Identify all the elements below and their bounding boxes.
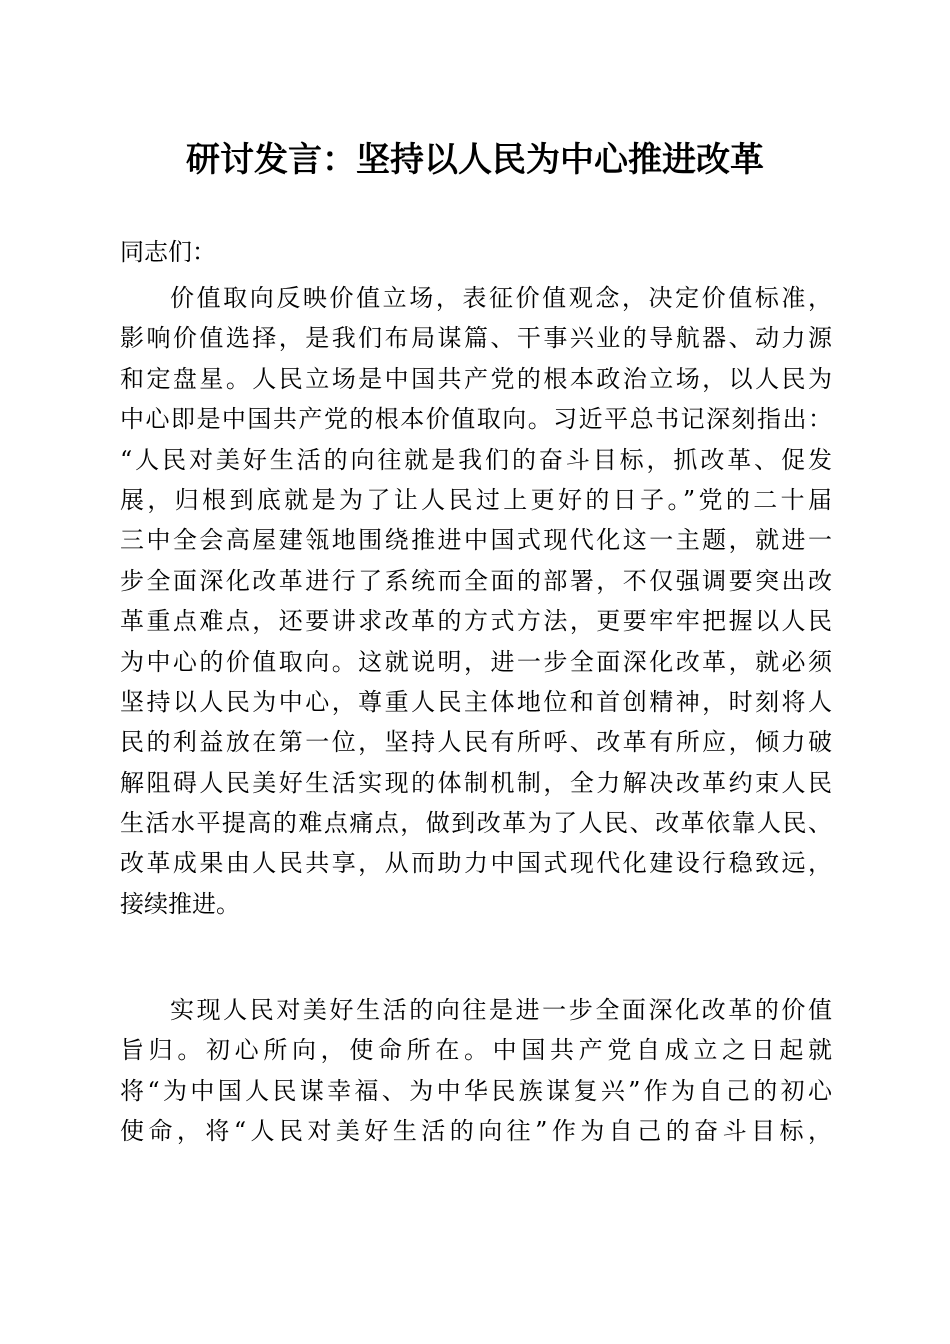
paragraph-line: 民的利益放在第一位，坚持人民有所呼、改革有所应，倾力破 xyxy=(120,728,832,757)
paragraph-line: 为中心的价值取向。这就说明，进一步全面深化改革，就必须 xyxy=(120,647,832,676)
paragraph-line: 展，归根到底就是为了让人民过上更好的日子。”党的二十届 xyxy=(120,485,832,514)
paragraph-line: 接续推进。 xyxy=(120,889,240,918)
paragraph-line: 实现人民对美好生活的向往是进一步全面深化改革的价值 xyxy=(170,996,832,1024)
paragraph-2 xyxy=(120,990,832,1152)
paragraph-line: 旨归。初心所向，使命所在。中国共产党自成立之日起就 xyxy=(120,1036,832,1065)
salutation xyxy=(120,232,832,272)
salutation-line: 同志们： xyxy=(120,238,216,266)
paragraph-line: 和定盘星。人民立场是中国共产党的根本政治立场，以人民为 xyxy=(120,364,832,393)
paragraph-line: “人民对美好生活的向往就是我们的奋斗目标，抓改革、促发 xyxy=(120,445,832,474)
paragraph-line: 中心即是中国共产党的根本价值取向。习近平总书记深刻指出： xyxy=(120,405,832,434)
paragraph-1 xyxy=(120,278,832,924)
paragraph-line: 影响价值选择，是我们布局谋篇、干事兴业的导航器、动力源 xyxy=(120,324,832,353)
document-title: 研讨发言：坚持以人民为中心推进改革 xyxy=(186,140,764,180)
paragraph-line: 改革成果由人民共享，从而助力中国式现代化建设行稳致远， xyxy=(120,849,832,878)
paragraph-line: 将“为中国人民谋幸福、为中华民族谋复兴”作为自己的初心 xyxy=(120,1076,832,1105)
paragraph-line: 步全面深化改革进行了系统而全面的部署，不仅强调要突出改 xyxy=(120,566,832,595)
paragraph-line: 价值取向反映价值立场，表征价值观念，决定价值标准， xyxy=(170,284,832,312)
paragraph-line: 生活水平提高的难点痛点，做到改革为了人民、改革依靠人民、 xyxy=(120,809,832,838)
paragraph-line: 革重点难点，还要讲求改革的方式方法，更要牢牢把握以人民 xyxy=(120,607,832,636)
paragraph-line: 坚持以人民为中心，尊重人民主体地位和首创精神，时刻将人 xyxy=(120,687,832,716)
paragraph-line: 三中全会高屋建瓴地围绕推进中国式现代化这一主题，就进一 xyxy=(120,526,832,555)
paragraph-line: 使命，将“人民对美好生活的向往”作为自己的奋斗目标， xyxy=(120,1117,832,1146)
paragraph-line: 解阻碍人民美好生活实现的体制机制，全力解决改革约束人民 xyxy=(120,768,832,797)
